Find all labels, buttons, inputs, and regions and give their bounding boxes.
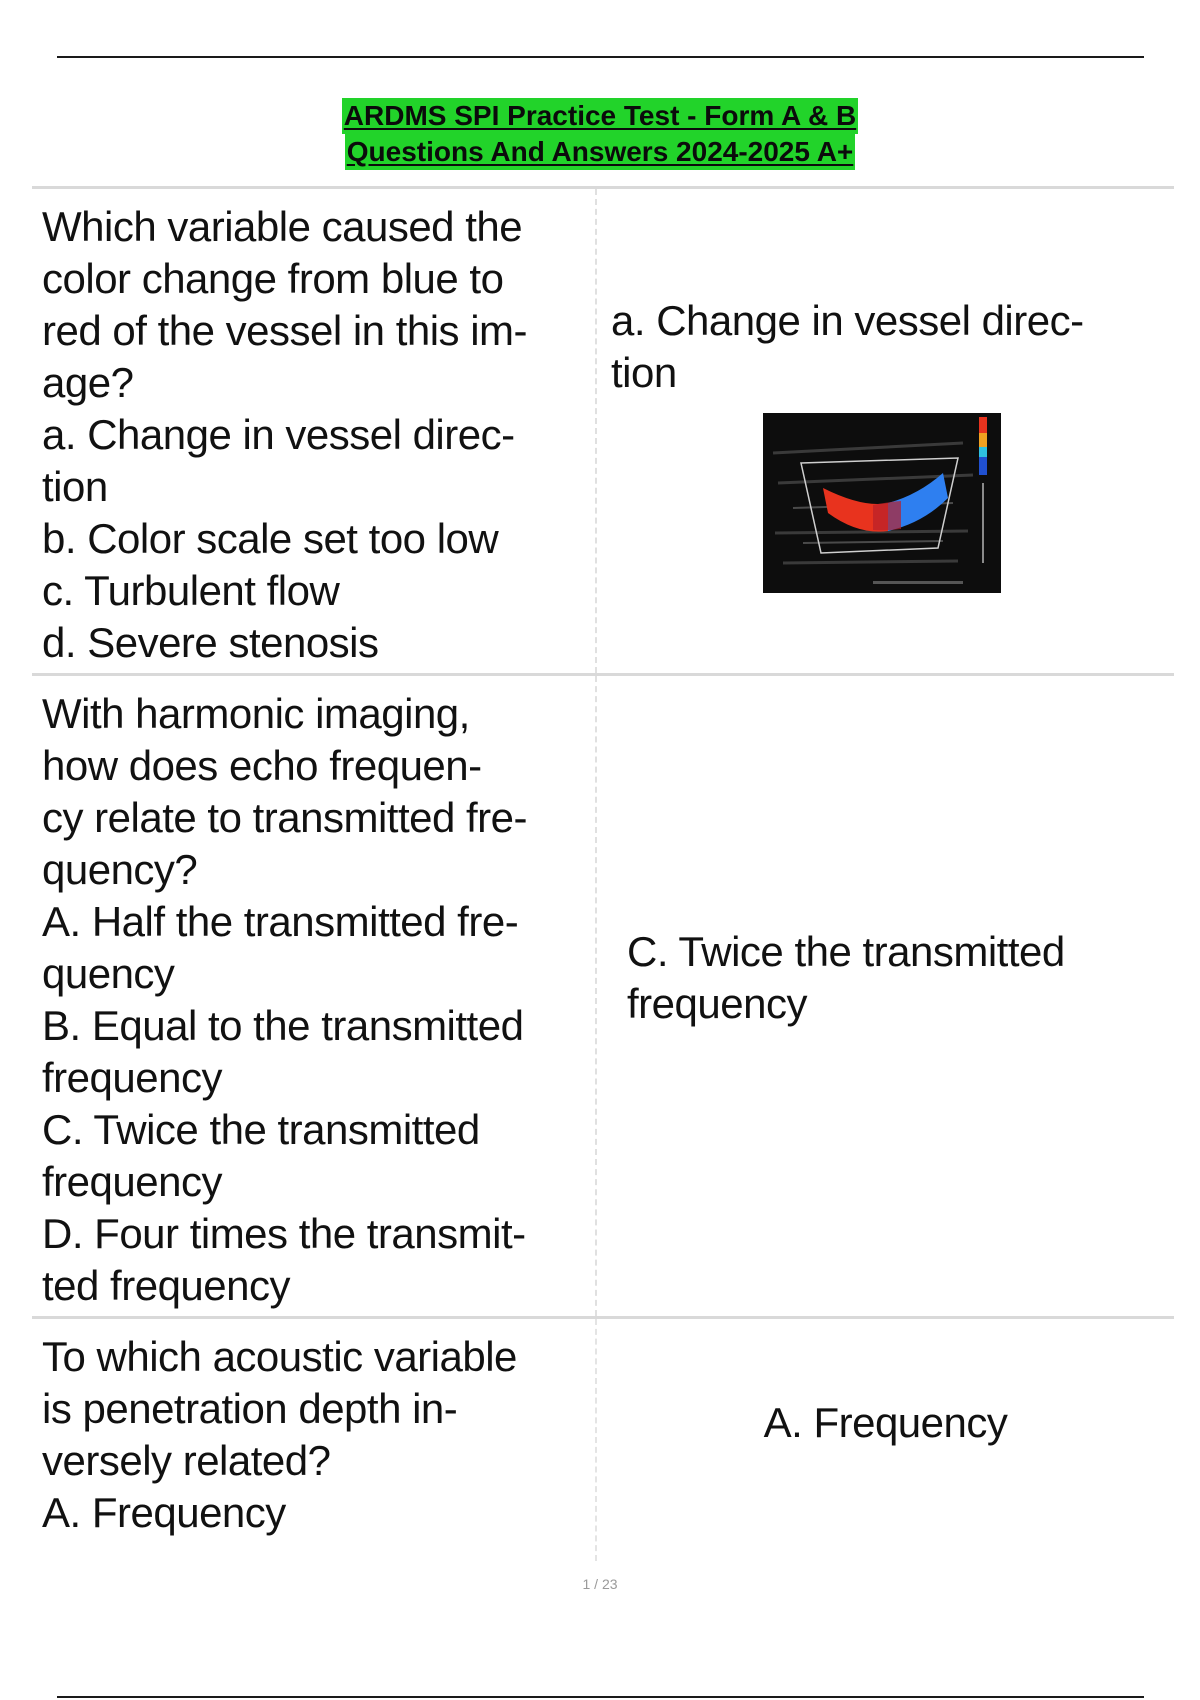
question-line: cy relate to transmitted fre- bbox=[42, 794, 528, 841]
option-line: d. Severe stenosis bbox=[42, 619, 379, 666]
answer-line: A. Frequency bbox=[763, 1399, 1008, 1446]
question-line: is penetration depth in- bbox=[42, 1385, 458, 1432]
option-line: frequency bbox=[42, 1054, 222, 1101]
question-line: With harmonic imaging, bbox=[42, 690, 470, 737]
option-line: frequency bbox=[42, 1158, 222, 1205]
top-rule bbox=[57, 56, 1144, 58]
option-line: tion bbox=[42, 463, 108, 510]
flashcard-row bbox=[32, 189, 1174, 673]
option-line: A. Half the transmitted fre- bbox=[42, 898, 519, 945]
option-line: D. Four times the transmit- bbox=[42, 1210, 526, 1257]
bottom-rule bbox=[57, 1696, 1144, 1698]
question-cell bbox=[32, 676, 597, 1316]
answer-line: tion bbox=[611, 349, 677, 396]
answer-line: C. Twice the transmitted bbox=[627, 928, 1065, 975]
document-title bbox=[0, 98, 1200, 170]
question-line: versely related? bbox=[42, 1437, 331, 1484]
title-line-2: Questions And Answers 2024-2025 A+ bbox=[345, 134, 856, 170]
answer-line: a. Change in vessel direc- bbox=[611, 297, 1084, 344]
option-line: quency bbox=[42, 950, 175, 997]
flashcard-row bbox=[32, 676, 1174, 1316]
question-line: To which acoustic variable bbox=[42, 1333, 517, 1380]
color-doppler-ultrasound-image bbox=[763, 413, 1001, 593]
title-line-1: ARDMS SPI Practice Test - Form A & B bbox=[342, 98, 858, 134]
question-line: color change from blue to bbox=[42, 255, 504, 302]
option-line: B. Equal to the transmitted bbox=[42, 1002, 524, 1049]
question-cell bbox=[32, 1319, 597, 1561]
question-line: quency? bbox=[42, 846, 198, 893]
answer-cell bbox=[597, 1319, 1174, 1561]
option-line: c. Turbulent flow bbox=[42, 567, 340, 614]
flashcard-row bbox=[32, 1319, 1174, 1561]
option-line: ted frequency bbox=[42, 1262, 291, 1309]
answer-line: frequency bbox=[627, 980, 807, 1027]
option-line: C. Twice the transmitted bbox=[42, 1106, 480, 1153]
question-line: how does echo frequen- bbox=[42, 742, 482, 789]
option-line: A. Frequency bbox=[42, 1489, 286, 1536]
question-line: Which variable caused the bbox=[42, 203, 523, 250]
answer-cell bbox=[597, 676, 1174, 1316]
question-line: age? bbox=[42, 359, 134, 406]
answer-cell bbox=[597, 189, 1174, 673]
option-line: b. Color scale set too low bbox=[42, 515, 499, 562]
flashcard-table bbox=[32, 186, 1174, 1561]
question-cell bbox=[32, 189, 597, 673]
question-line: red of the vessel in this im- bbox=[42, 307, 528, 354]
option-line: a. Change in vessel direc- bbox=[42, 411, 515, 458]
page-number: 1 / 23 bbox=[582, 1576, 618, 1592]
